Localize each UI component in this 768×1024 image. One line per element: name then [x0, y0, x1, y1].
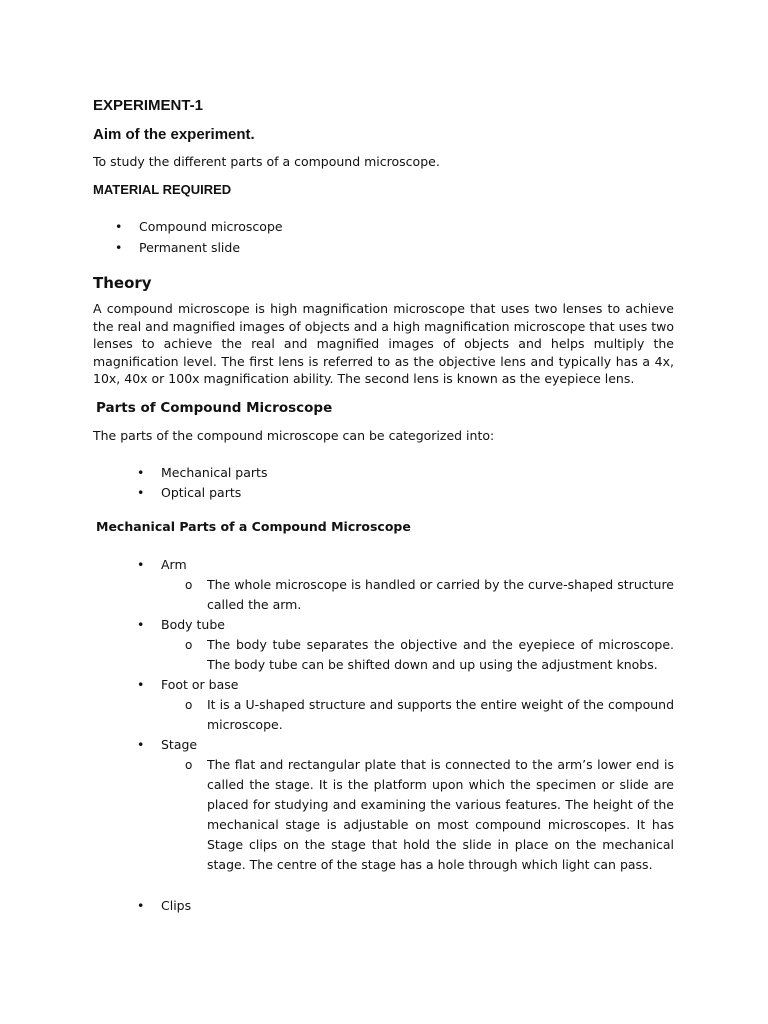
experiment-title: EXPERIMENT-1 — [93, 97, 204, 114]
bullet-icon: • — [137, 557, 145, 572]
mechanical-item-description: The whole microscope is handled or carried by the curve-shaped structure called the arm. — [207, 577, 674, 612]
mechanical-item-name: Foot or base — [161, 677, 239, 692]
mechanical-item-name: Arm — [161, 557, 187, 572]
bullet-icon: • — [137, 898, 145, 913]
bullet-icon: • — [115, 219, 123, 234]
circle-bullet-icon: o — [185, 638, 193, 652]
mechanical-item-description: It is a U-shaped structure and supports the entire weight of the compound microscope. — [207, 697, 674, 732]
bullet-icon: • — [137, 737, 145, 752]
mechanical-item-name: Clips — [161, 898, 192, 913]
bullet-icon: • — [137, 677, 145, 692]
aim-heading: Aim of the experiment. — [93, 126, 255, 143]
aim-text: To study the different parts of a compound microscope. — [93, 154, 440, 169]
material-item-label: Compound microscope — [139, 219, 283, 234]
parts-intro: The parts of the compound microscope can be categorized into: — [93, 428, 495, 443]
parts-item-label: Optical parts — [161, 485, 242, 500]
mechanical-item-name: Stage — [161, 737, 198, 752]
mechanical-item-description: The body tube separates the objective and the eyepiece of microscope. The body tube can be shifted down and up using the adjustment knobs. — [207, 637, 674, 672]
mechanical-heading: Mechanical Parts of a Compound Microscope — [96, 519, 411, 534]
parts-heading: Parts of Compound Microscope — [96, 400, 333, 416]
bullet-icon: • — [137, 485, 145, 500]
bullet-icon: • — [115, 240, 123, 255]
circle-bullet-icon: o — [185, 758, 193, 772]
circle-bullet-icon: o — [185, 698, 193, 712]
parts-item-label: Mechanical parts — [161, 465, 268, 480]
material-item-label: Permanent slide — [139, 240, 241, 255]
theory-paragraph: A compound microscope is high magnification microscope that uses two lenses to achieve the real and magnified images of objects and a high magnification microscope that uses two lenses to achieve the real and magnified images of objects and helps multiply the magnification level. The first lens is referred to as the objective lens and typically has a 4x, 10x, 40x or 100x magnification ability. The second lens is known as the eyepiece lens. — [93, 301, 674, 386]
bullet-icon: • — [137, 465, 145, 480]
theory-heading: Theory — [93, 274, 152, 292]
material-heading: MATERIAL REQUIRED — [93, 182, 232, 197]
mechanical-item-name: Body tube — [161, 617, 225, 632]
circle-bullet-icon: o — [185, 578, 193, 592]
mechanical-item-description: The flat and rectangular plate that is connected to the arm’s lower end is called the stage. It is the platform upon which the specimen or slide are placed for studying and examining the various features. The height of the mechanical stage is adjustable on most compound microscopes. It has Stage clips on the stage that hold the slide in place on the mechanical stage. The centre of the stage has a hole through which light can pass. — [207, 757, 674, 872]
bullet-icon: • — [137, 617, 145, 632]
